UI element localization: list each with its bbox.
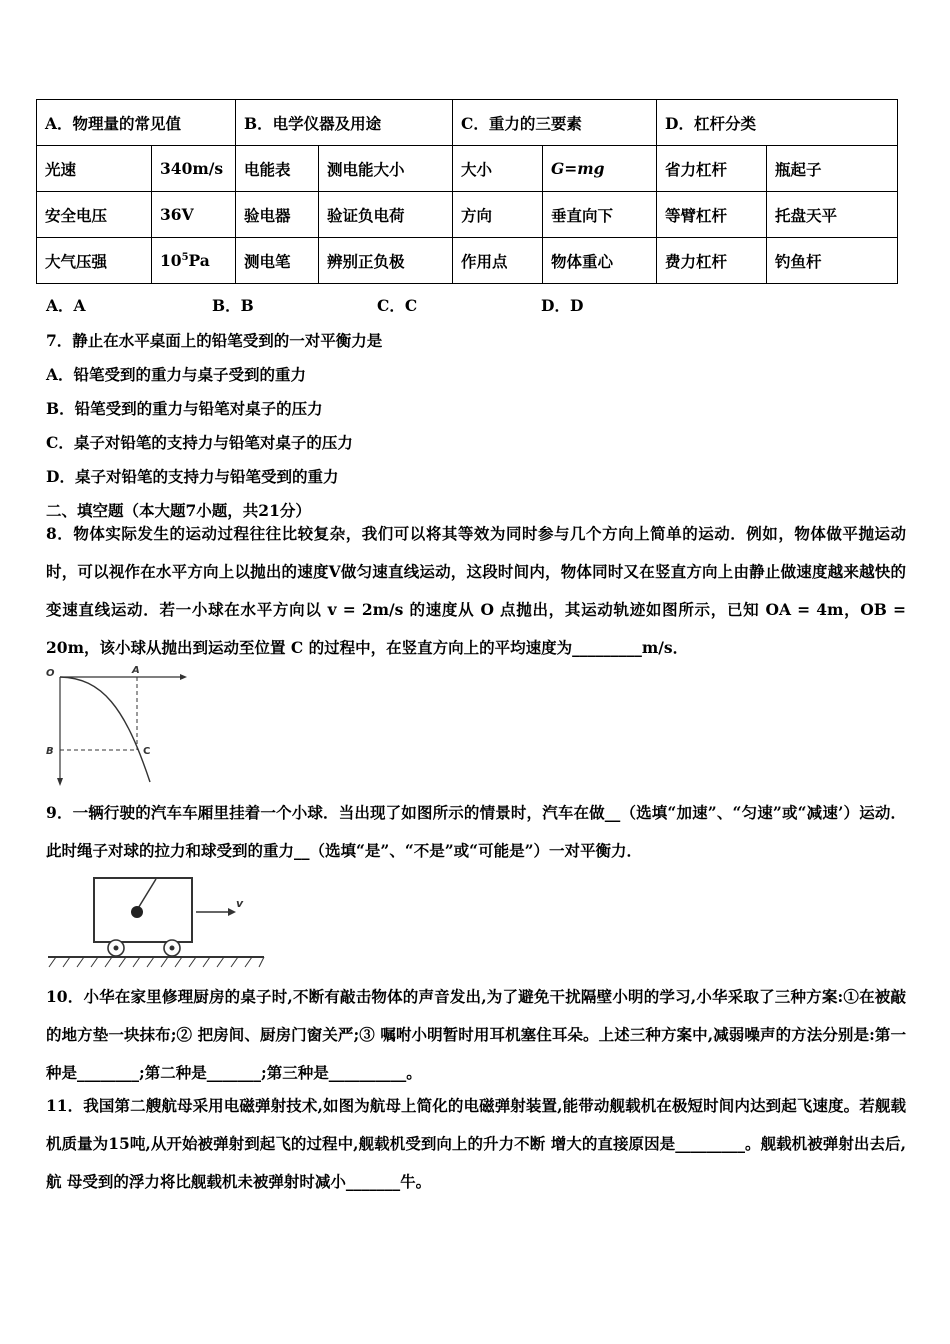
table-cell: 省力杠杆: [657, 146, 767, 192]
table-cell: 物体重心: [543, 238, 657, 284]
table-cell: G=mg: [543, 146, 657, 192]
q6-table: [36, 99, 898, 284]
q9-text: 9．一辆行驶的汽车车厢里挂着一个小球．当出现了如图所示的情景时，汽车在做__（选填“加速”、“匀速”或“减速’）运动．此时绳子对球的拉力和球受到的重力__（选填“是”、“不是”或“可能是”）一对平衡力．: [46, 803, 906, 860]
q7-option-d: D．桌子对铅笔的支持力与铅笔受到的重力: [46, 467, 339, 486]
table-cell: 等臂杠杆: [657, 192, 767, 238]
car-body: [94, 878, 192, 942]
table-cell: 大气压强: [37, 238, 152, 284]
table-cell: 瓶起子: [767, 146, 898, 192]
q7-option-a: A．铅笔受到的重力与桌子受到的重力: [46, 365, 307, 384]
ground-hatching: [49, 957, 264, 967]
table-cell: 340m/s: [152, 146, 236, 192]
q7-stem: 7．静止在水平桌面上的铅笔受到的一对平衡力是: [46, 331, 383, 350]
header-cell: C．重力的三要素: [453, 100, 657, 146]
pressure-unit: Pa: [188, 251, 210, 270]
table-cell: 辨别正负极: [319, 238, 453, 284]
table-cell: 验电器: [236, 192, 319, 238]
table-cell: 钓鱼杆: [767, 238, 898, 284]
section-title: 二、填空题（本大题7小题，共21分）: [46, 501, 311, 520]
q10-text: 10．小华在家里修理厨房的桌子时,不断有敲击物体的声音发出,为了避免干扰隔壁小明的学习,小华采取了三种方案:①在被敲的地方垫一块抹布;② 把房间、厨房门窗关严;③ 嘱咐小明暂时用耳机塞住耳朵。上述三种方案中,减弱噪声的方法分别是:第一种是________;第二种是_______;第三种是__________。: [46, 987, 906, 1082]
label-v: v: [236, 897, 244, 910]
wheel-right-hub: [170, 946, 175, 951]
table-cell: 大小: [453, 146, 543, 192]
pressure-base: 10: [160, 251, 182, 270]
table-row: [37, 146, 898, 192]
y-axis-arrow: [57, 778, 63, 786]
header-cell: B．电学仪器及用途: [236, 100, 453, 146]
table-cell: 测电笔: [236, 238, 319, 284]
table-cell: 方向: [453, 192, 543, 238]
label-o: O: [46, 668, 55, 679]
q6-option-d: D．D: [541, 296, 584, 315]
table-cell: 作用点: [453, 238, 543, 284]
table-row: [37, 238, 898, 284]
table-cell: 安全电压: [37, 192, 152, 238]
table-cell: 托盘天平: [767, 192, 898, 238]
ball: [131, 906, 143, 918]
q6-option-b: B．B: [212, 296, 254, 315]
q11-text: 11．我国第二艘航母采用电磁弹射技术,如图为航母上简化的电磁弹射装置,能带动舰载机在极短时间内达到起飞速度。若舰载机质量为15吨,从开始被弹射到起飞的过程中,舰载机受到向上的升力不断 增大的直接原因是_________。舰载机被弹射出去后,航 母受到的浮力将比舰载机未被弹射时减小_______牛。: [46, 1096, 906, 1191]
table-cell: [152, 238, 236, 284]
string: [137, 879, 156, 910]
table-cell: 36V: [152, 192, 236, 238]
x-axis-arrow: [180, 674, 187, 680]
header-cell: A．物理量的常见值: [37, 100, 236, 146]
trajectory-figure: [40, 662, 190, 787]
table-header-row: [37, 100, 898, 146]
table-row: [37, 192, 898, 238]
pressure-exponent: 5: [181, 251, 189, 263]
q8-text: 8．物体实际发生的运动过程往往比较复杂，我们可以将其等效为同时参与几个方向上简单的运动．例如，物体做平抛运动时，可以视作在水平方向上以抛出的速度V做匀速直线运动，这段时间内，物体同时又在竖直方向上由静止做速度越来越快的变速直线运动．若一小球在水平方向以 v = 2m/s 的速度从 O 点抛出，其运动轨迹如图所示，已知 OA = 4m，OB = 20m，该小球从抛出到运动至位置 C 的过程中，在竖直方向上的平均速度为_________m/s．: [46, 524, 906, 657]
label-c: C: [143, 746, 151, 757]
q7-option-b: B．铅笔受到的重力与铅笔对桌子的压力: [46, 399, 323, 418]
table-cell: 垂直向下: [543, 192, 657, 238]
table-cell: 测电能大小: [319, 146, 453, 192]
table-cell: 电能表: [236, 146, 319, 192]
label-b: B: [46, 746, 54, 757]
label-a: A: [132, 665, 140, 676]
table-cell: 光速: [37, 146, 152, 192]
q6-option-c: C．C: [377, 296, 418, 315]
q7-option-c: C．桌子对铅笔的支持力与铅笔对桌子的压力: [46, 433, 353, 452]
table-cell: 验证负电荷: [319, 192, 453, 238]
table-cell: 费力杠杆: [657, 238, 767, 284]
velocity-arrowhead: [228, 908, 236, 916]
wheel-left-hub: [114, 946, 119, 951]
header-cell: D．杠杆分类: [657, 100, 898, 146]
car-figure: [44, 872, 268, 972]
q6-option-a: A．A: [46, 296, 86, 315]
